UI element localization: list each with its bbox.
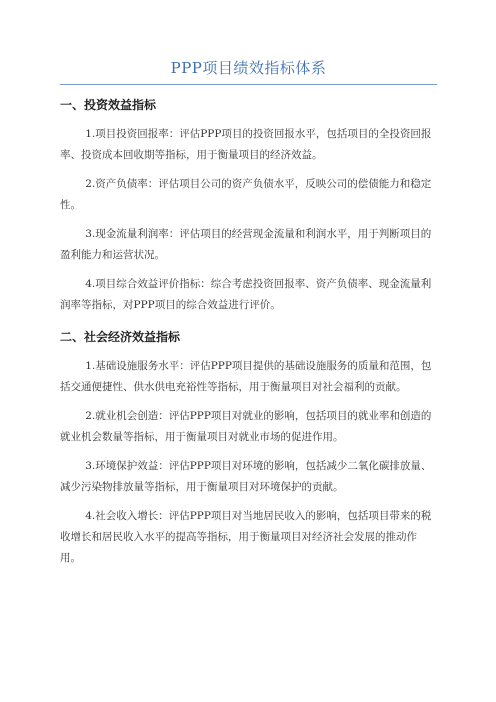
section-social-economic-benefit [60, 324, 437, 569]
title-divider [60, 84, 437, 85]
section-heading: 二、社会经济效益指标 [60, 330, 181, 344]
paragraph: 1.基础设施服务水平：评估PPP项目提供的基础设施服务的质量和范围，包括交通便捷性、供水供电充裕性等指标，用于衡量项目对社会福利的贡献。 [60, 360, 432, 393]
document-title: PPP项目绩效指标体系 [170, 59, 327, 77]
paragraph: 2.就业机会创造：评估PPP项目对就业的影响，包括项目的就业率和创造的就业机会数量等指标，用于衡量项目对就业市场的促进作用。 [60, 410, 432, 443]
paragraph: 2.资产负债率：评估项目公司的资产负债水平，反映公司的偿债能力和稳定性。 [60, 178, 432, 211]
paragraph: 3.现金流量利润率：评估项目的经营现金流量和利润水平，用于判断项目的盈利能力和运营状况。 [60, 228, 432, 261]
paragraph: 4.社会收入增长：评估PPP项目对当地居民收入的影响，包括项目带来的税收增长和居民收入水平的提高等指标，用于衡量项目对经济社会发展的推动作用。 [60, 510, 432, 564]
document-body [60, 92, 437, 577]
section-heading: 一、投资效益指标 [60, 98, 157, 112]
section-investment-benefit [60, 92, 437, 316]
paragraph: 1.项目投资回报率：评估PPP项目的投资回报水平，包括项目的全投资回报率、投资成本回收期等指标，用于衡量项目的经济效益。 [60, 128, 432, 161]
paragraph: 4.项目综合效益评价指标：综合考虑投资回报率、资产负债率、现金流量利润率等指标，对PPP项目的综合效益进行评价。 [60, 278, 432, 311]
paragraph: 3.环境保护效益：评估PPP项目对环境的影响，包括减少二氧化碳排放量、减少污染物排放量等指标，用于衡量项目对环境保护的贡献。 [60, 460, 432, 493]
